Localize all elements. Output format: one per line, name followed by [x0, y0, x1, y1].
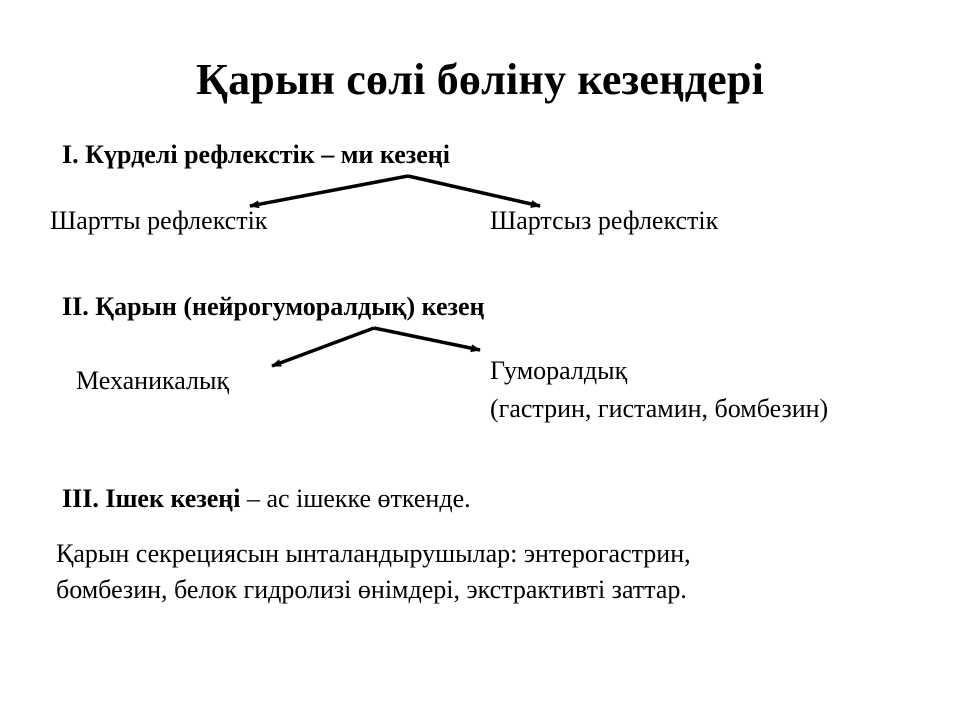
stage3-heading-bold: III. Ішек кезеңі — [62, 484, 241, 513]
stage2-right-branch-title: Гуморалдық — [490, 356, 628, 385]
stimulants-line-2: бомбезин, белок гидролизі өнімдері, экстрактивті заттар. — [56, 575, 687, 604]
stage2-right-branch-detail: (гастрин, гистамин, бомбезин) — [490, 394, 829, 423]
stage1-right-branch: Шартсыз рефлекстік — [490, 206, 719, 235]
stage3-heading-rest: – ас ішекке өткенде. — [240, 484, 471, 513]
slide-title: Қарын сөлі бөліну кезеңдері — [195, 55, 764, 104]
stage2-arrow-right — [374, 328, 480, 350]
stage2-left-branch: Механикалық — [76, 366, 230, 395]
stimulants-line-1: Қарын секрециясын ынталандырушылар: энтерогастрин, — [56, 539, 691, 568]
stage1-arrow-left — [250, 176, 408, 206]
stage1-left-branch: Шартты рефлекстік — [50, 206, 268, 235]
stage2-arrow-left — [272, 328, 374, 366]
stage1-heading: I. Күрделі рефлекстік – ми кезеңі — [62, 140, 450, 169]
stage2-heading: II. Қарын (нейрогуморалдық) кезең — [62, 292, 485, 321]
stage1-arrow-right — [408, 176, 540, 206]
